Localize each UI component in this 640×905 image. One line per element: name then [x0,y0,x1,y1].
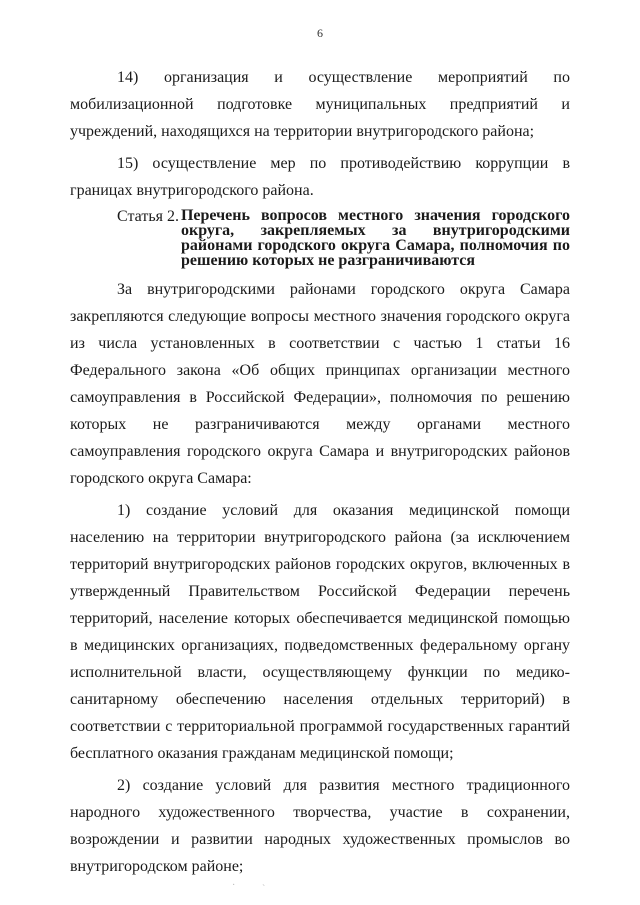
article-title: Перечень вопросов местного значения городского округа, закрепляемых за внутригородскими районами городского округа Самара, полномочия по решению которых не разграничиваются [180,207,570,269]
list-item-1: 1) создание условий для оказания медицинской помощи населению на территории внутригородского района (за исключением территорий внутригородских районов городских округов, включенных в утвержденный Правительством Российской Федерации перечень территорий, население которых обеспечивается медицинской помощью в медицинских организациях, подведомственных федеральному органу исполнительной власти, осуществляющему функции по медико-санитарному обеспечению населения отдельных территорий) в соответствии с территориальной программой государственных гарантий бесплатного оказания гражданам медицинской помощи; [70,502,570,762]
scan-speck: · [232,880,236,891]
list-item-14: 14) организация и осуществление мероприятий по мобилизационной подготовке муниципальных предприятий и учреждений, находящихся на территории внутригородского района; [70,69,570,140]
page-number: 6 [317,26,323,40]
article-intro: За внутригородскими районами городского округа Самара закрепляются следующие вопросы местного значения городского округа из числа установленных в соответствии с частью 1 статьи 16 Федерального закона «Об общих принципах организации местного самоуправления в Российской Федерации», полномочия по решению которых не разграничиваются между органами местного самоуправления городского округа Самара и внутригородских районов городского округа Самара: [70,281,570,487]
scan-speck: ` [262,884,266,895]
list-item-2: 2) создание условий для развития местного традиционного народного художественного творчества, участие в сохранении, возрождении и развитии народных художественных промыслов во внутригородском районе; [70,777,570,875]
article-heading [70,208,570,268]
list-item-15: 15) осуществление мер по противодействию коррупции в границах внутригородского района. [70,155,570,199]
document-body [70,64,570,880]
article-label: Статья 2. [117,208,179,225]
